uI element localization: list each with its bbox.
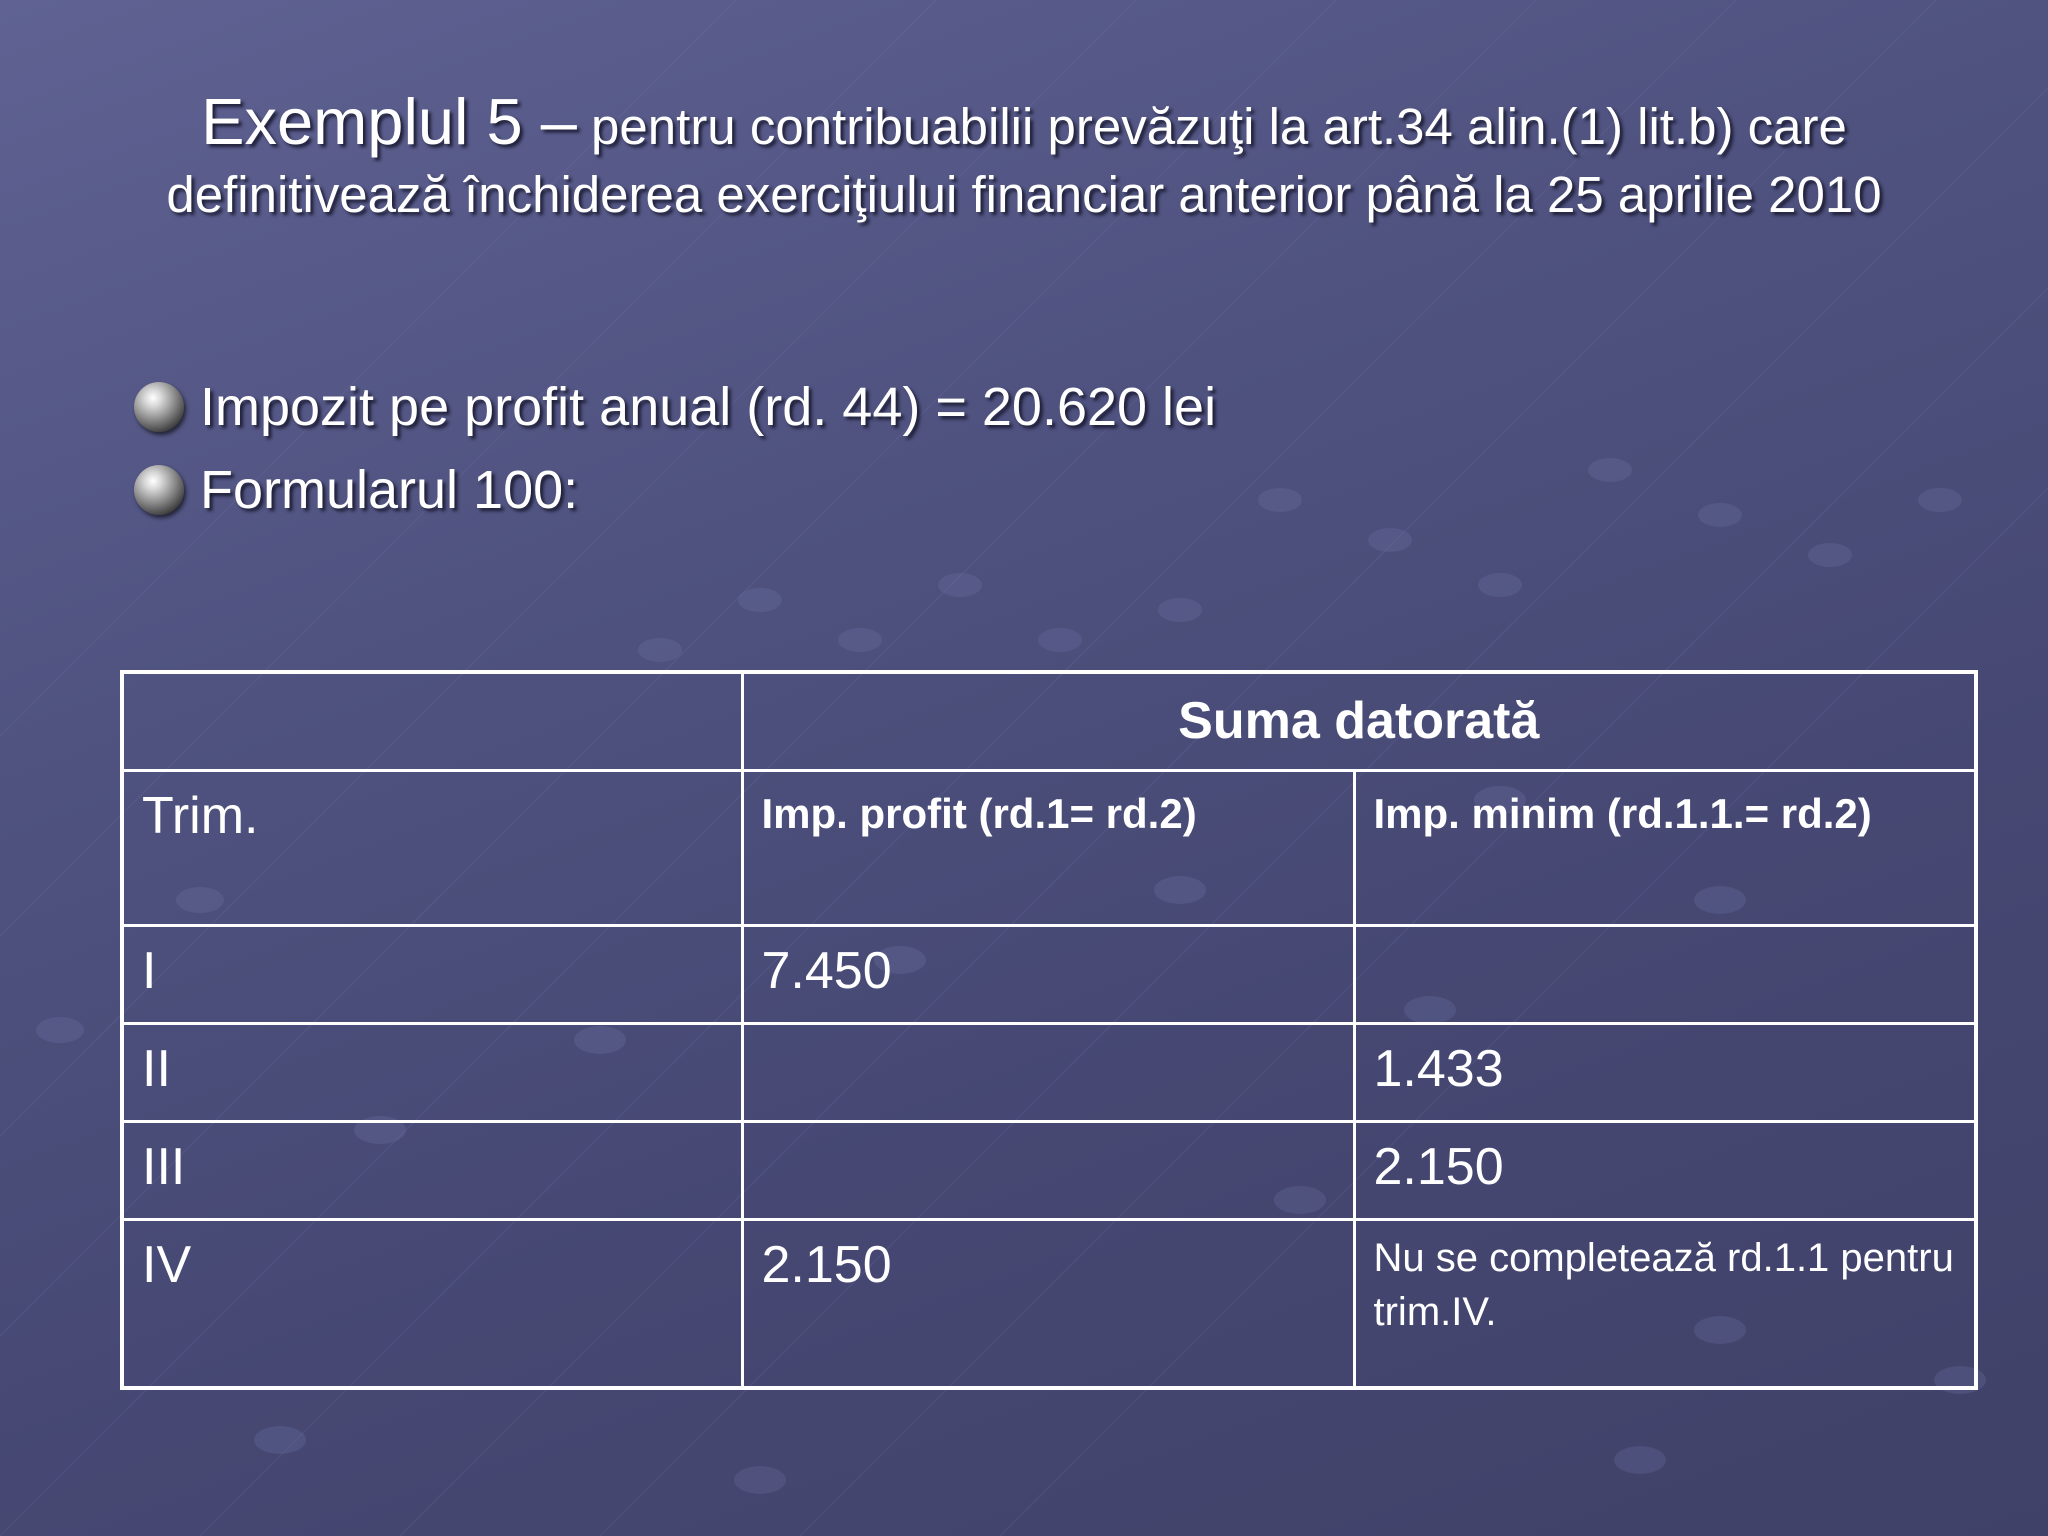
cell-minim: 1.433 (1354, 1023, 1976, 1121)
tax-table (120, 670, 1978, 1390)
cell-profit (742, 1023, 1354, 1121)
table-row (122, 1121, 1976, 1219)
title-heading: Exemplul 5 – (201, 85, 577, 158)
slide-title (120, 85, 1928, 229)
bullet-item (134, 372, 1216, 442)
cell-profit: 2.150 (742, 1219, 1354, 1388)
bullet-item (134, 455, 578, 525)
table-row (122, 925, 1976, 1023)
bullet-sphere-icon (134, 382, 184, 432)
cell-minim: 2.150 (1354, 1121, 1976, 1219)
cell-profit (742, 1121, 1354, 1219)
header-imp-minim: Imp. minim (rd.1.1.= rd.2) (1354, 770, 1976, 925)
title-subtext: pentru contribuabilii prevăzuţi la art.34 alin.(1) lit.b) care definitivează închiderea exerciţiului financiar anterior până la 25 aprilie 2010 (166, 98, 1882, 223)
cell-minim (1354, 925, 1976, 1023)
table-corner-cell (122, 672, 742, 770)
cell-trim: I (122, 925, 742, 1023)
header-imp-profit: Imp. profit (rd.1= rd.2) (742, 770, 1354, 925)
header-trim: Trim. (122, 770, 742, 925)
bullet-sphere-icon (134, 465, 184, 515)
table-subheader-row (122, 770, 1976, 925)
cell-minim-note: Nu se completează rd.1.1 pentru trim.IV. (1354, 1219, 1976, 1388)
bullet-text: Impozit pe profit anual (rd. 44) = 20.620 lei (200, 377, 1217, 437)
table-header-row (122, 672, 1976, 770)
cell-trim: III (122, 1121, 742, 1219)
table-row (122, 1023, 1976, 1121)
cell-trim: II (122, 1023, 742, 1121)
table-row (122, 1219, 1976, 1388)
bullet-text: Formularul 100: (200, 460, 579, 520)
cell-profit: 7.450 (742, 925, 1354, 1023)
table-header-suma: Suma datorată (742, 672, 1976, 770)
cell-trim: IV (122, 1219, 742, 1388)
